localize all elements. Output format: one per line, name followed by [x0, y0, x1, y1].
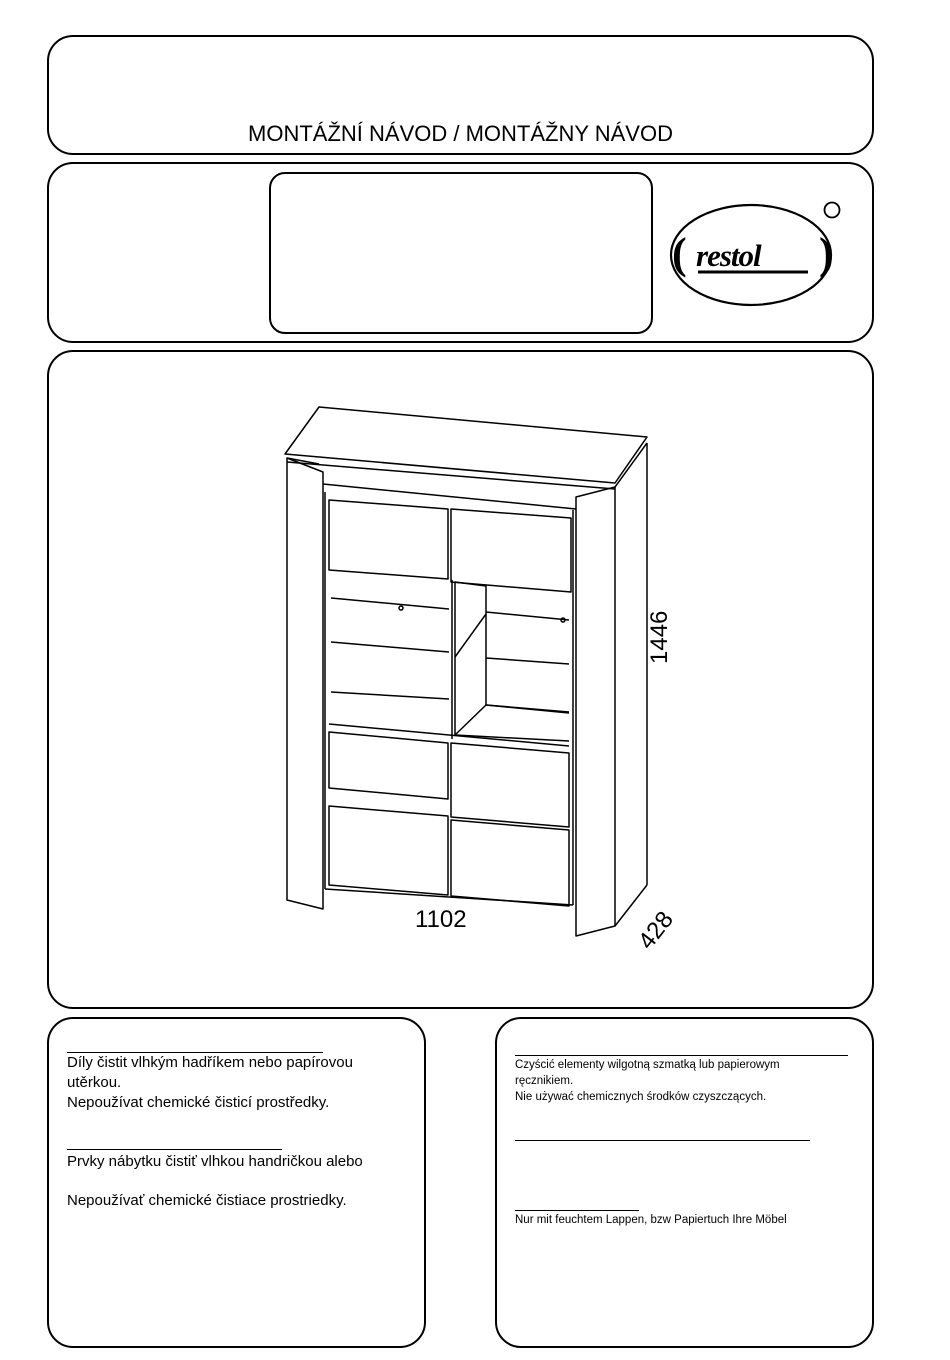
- product-name-field: [269, 172, 653, 334]
- dimension-height: 1446: [646, 610, 673, 664]
- care-sk-line-2: Nepoužívať chemické čistiace prostriedky.: [67, 1192, 347, 1209]
- language-rule: [515, 1210, 639, 1211]
- dimension-width: 1102: [415, 906, 467, 933]
- care-sk-line-1: Prvky nábytku čistiť vlhkou handričkou alebo: [67, 1153, 363, 1170]
- svg-text:): ): [819, 229, 834, 278]
- care-cz-line-3: Nepoužívat chemické čisticí prostředky.: [67, 1094, 330, 1111]
- restol-logo: [669, 198, 869, 338]
- care-instructions-cz-sk: [47, 1017, 426, 1348]
- product-drawing-panel: [47, 350, 874, 1009]
- document-title: MONTÁŽNÍ NÁVOD / MONTÁŽNY NÁVOD: [248, 121, 673, 146]
- care-pl-line-1: Czyścić elementy wilgotną szmatką lub papierowym: [515, 1059, 780, 1071]
- svg-text:restol: restol: [696, 238, 761, 273]
- header-panel: [47, 162, 874, 343]
- language-rule: [515, 1140, 810, 1141]
- care-cz-line-2: utěrkou.: [67, 1074, 122, 1091]
- language-rule: [515, 1055, 848, 1056]
- title-panel: [47, 35, 874, 155]
- care-cz-line-1: Díly čistit vlhkým hadříkem nebo papírovou: [67, 1054, 353, 1071]
- care-pl-line-3: Nie używać chemicznych środków czyszczących.: [515, 1091, 767, 1103]
- dimension-depth: 428: [633, 906, 679, 955]
- care-de-line-1: Nur mit feuchtem Lappen, bzw Papiertuch Ihre Möbel: [515, 1214, 787, 1226]
- svg-text:(: (: [672, 229, 687, 278]
- care-pl-line-2: ręcznikiem.: [515, 1075, 574, 1087]
- language-rule: [67, 1149, 282, 1150]
- care-instructions-pl-de: [495, 1017, 874, 1348]
